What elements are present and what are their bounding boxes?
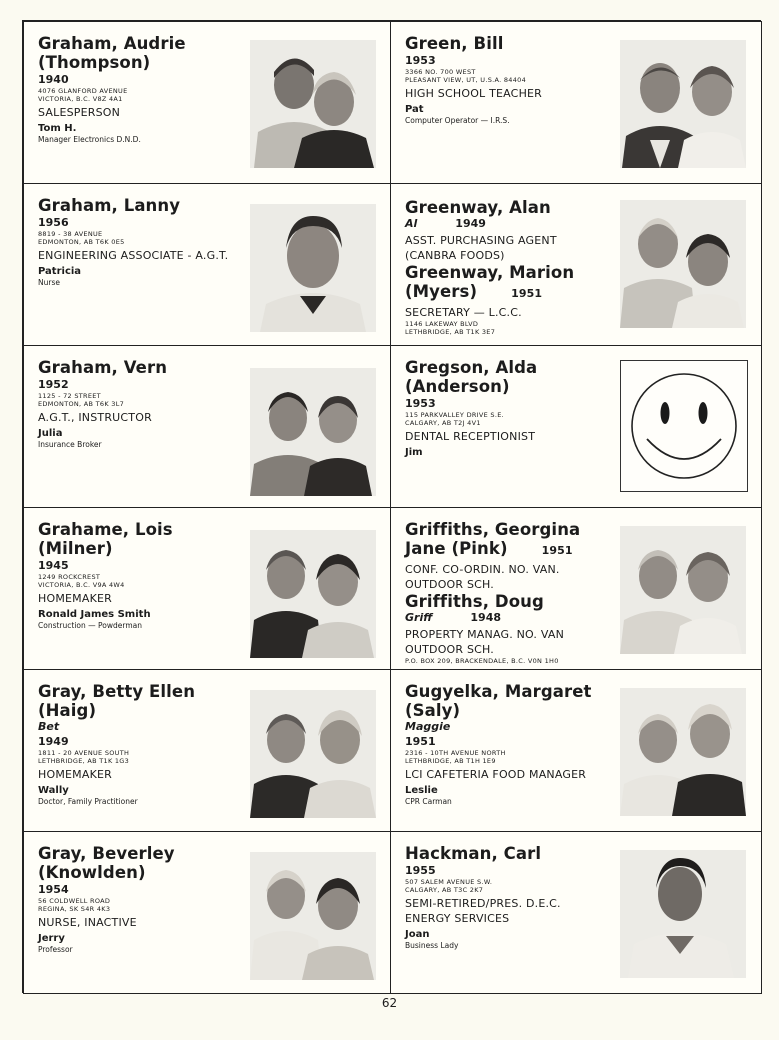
entry-address-line: VICTORIA, B.C. V8Z 4A1	[38, 95, 123, 103]
directory-grid	[22, 20, 761, 993]
entry-name: Hackman, Carl	[405, 844, 542, 863]
entry-spouse: Wally	[38, 785, 69, 796]
entry-spouse: Ronald James Smith	[38, 609, 151, 620]
entry-address-line: LETHBRIDGE, AB T1K 1G3	[38, 757, 130, 765]
entry-spouse: Jim	[405, 447, 423, 458]
entry-address-line: 1146 LAKEWAY BLVD	[405, 320, 479, 328]
entry-address-line: CALGARY, AB T3C 2K7	[405, 886, 484, 894]
entry-year: 1954	[38, 883, 69, 896]
entry-cell	[390, 183, 762, 346]
entry-year: 1949	[455, 217, 486, 230]
entry-spouse-occupation: Insurance Broker	[38, 440, 102, 449]
entry-cell	[390, 21, 762, 184]
entry-occupation: A.G.T., INSTRUCTOR	[38, 411, 152, 424]
entry-year: 1940	[38, 73, 69, 86]
entry-cell	[23, 21, 391, 184]
smiley-face	[620, 360, 748, 492]
entry-nickname	[405, 217, 623, 231]
entry-occupation: CONF. CO-ORDIN. NO. VAN.	[405, 563, 560, 576]
couple-photo	[620, 526, 746, 654]
entry-address-line: 8819 - 38 AVENUE	[38, 230, 103, 238]
entry-occupation: ENGINEERING ASSOCIATE - A.G.T.	[38, 249, 229, 262]
entry-spouse-occupation: Construction — Powderman	[38, 621, 142, 630]
entry-name-line2	[405, 539, 623, 560]
entry-cell	[390, 345, 762, 508]
entry-address-line: PLEASANT VIEW, UT, U.S.A. 84404	[405, 76, 527, 84]
entry-spouse-occupation: Nurse	[38, 278, 60, 287]
entry-cell	[23, 507, 391, 670]
entry-spouse: Pat	[405, 104, 424, 115]
entry-occupation: SALESPERSON	[38, 106, 121, 119]
entry-occupation-line2: OUTDOOR SCH.	[405, 643, 494, 656]
couple-photo	[250, 690, 376, 818]
entry-occupation-line2: OUTDOOR SCH.	[405, 578, 494, 591]
entry-address-line: 2316 - 10TH AVENUE NORTH	[405, 749, 506, 757]
entry-name: Green, Bill	[405, 34, 504, 53]
name-line2-text: Jane (Pink)	[405, 539, 508, 558]
entry-name: Gray, Beverley	[38, 844, 175, 863]
entry-name: Greenway, Alan	[405, 198, 551, 217]
entry-address-line: 1811 - 20 AVENUE SOUTH	[38, 749, 130, 757]
entry-maiden-name	[405, 282, 623, 303]
entry-maiden-name: (Milner)	[38, 539, 113, 558]
entry-address-line: 507 SALEM AVENUE S.W.	[405, 878, 493, 886]
entry-year: 1949	[38, 735, 69, 748]
entry-name: Graham, Audrie	[38, 34, 186, 53]
entry-year: 1951	[511, 287, 543, 300]
entry-name-spouse: Griffiths, Doug	[405, 592, 544, 611]
entry-cell	[23, 183, 391, 346]
entry-spouse-occupation: Manager Electronics D.N.D.	[38, 135, 141, 144]
entry-occupation: HOMEMAKER	[38, 768, 112, 781]
entry-nickname	[405, 611, 623, 625]
entry-cell	[23, 345, 391, 508]
entry-occupation: ASST. PURCHASING AGENT	[405, 234, 557, 247]
couple-photo	[620, 688, 746, 816]
entry-spouse: Tom H.	[38, 123, 77, 134]
entry-spouse-occupation: Computer Operator — I.R.S.	[405, 116, 510, 125]
entry-nickname: Maggie	[405, 720, 451, 733]
entry-occupation: SECRETARY — L.C.C.	[405, 306, 522, 319]
entry-spouse-occupation: Professor	[38, 945, 73, 954]
couple-photo	[250, 368, 376, 496]
couple-photo	[250, 530, 376, 658]
entry-name-spouse: Greenway, Marion	[405, 263, 575, 282]
entry-address-line: 1125 - 72 STREET	[38, 392, 101, 400]
entry-address-line: EDMONTON, AB T6K 3L7	[38, 400, 125, 408]
entry-year: 1955	[405, 864, 436, 877]
entry-spouse-occupation: Doctor, Family Practitioner	[38, 797, 138, 806]
entry-address-line: 1249 ROCKCREST	[38, 573, 101, 581]
entry-occupation: SEMI-RETIRED/PRES. D.E.C.	[405, 897, 561, 910]
couple-photo	[250, 40, 376, 168]
entry-cell	[390, 831, 762, 994]
entry-cell	[23, 831, 391, 994]
entry-name: Graham, Vern	[38, 358, 168, 377]
portrait-photo	[250, 204, 376, 332]
entry-cell	[23, 669, 391, 832]
entry-spouse: Patricia	[38, 266, 82, 277]
entry-occupation-line2: (CANBRA FOODS)	[405, 249, 505, 262]
entry-occupation: NURSE, INACTIVE	[38, 916, 137, 929]
entry-address-line: 115 PARKVALLEY DRIVE S.E.	[405, 411, 504, 419]
entry-cell	[390, 669, 762, 832]
entry-address-line: CALGARY, AB T2J 4V1	[405, 419, 481, 427]
entry-year: 1948	[470, 611, 502, 624]
entry-spouse: Jerry	[38, 933, 65, 944]
entry-name: Griffiths, Georgina	[405, 520, 581, 539]
entry-maiden-name: (Haig)	[38, 701, 97, 720]
entry-occupation: HOMEMAKER	[38, 592, 112, 605]
entry-name: Gugyelka, Margaret	[405, 682, 592, 701]
maiden-name-text: (Myers)	[405, 282, 478, 301]
entry-year: 1953	[405, 397, 436, 410]
entry-address-line: LETHBRIDGE, AB T1K 3E7	[405, 328, 496, 336]
entry-maiden-name: (Thompson)	[38, 53, 151, 72]
entry-nickname: Bet	[38, 720, 60, 733]
entry-spouse-occupation: Business Lady	[405, 941, 459, 950]
entry-name: Grahame, Lois	[38, 520, 173, 539]
entry-maiden-name: (Knowlden)	[38, 863, 146, 882]
entry-spouse: Joan	[405, 929, 430, 940]
entry-year: 1953	[405, 54, 436, 67]
entry-maiden-name: (Anderson)	[405, 377, 510, 396]
entry-name: Graham, Lanny	[38, 196, 181, 215]
entry-year: 1945	[38, 559, 69, 572]
entry-maiden-name: (Saly)	[405, 701, 461, 720]
entry-address-line: REGINA, SK S4R 4K3	[38, 905, 111, 913]
entry-name: Gregson, Alda	[405, 358, 538, 377]
entry-occupation: DENTAL RECEPTIONIST	[405, 430, 536, 443]
entry-spouse-occupation: CPR Carman	[405, 797, 452, 806]
entry-occupation: PROPERTY MANAG. NO. VAN	[405, 628, 564, 641]
entry-name: Gray, Betty Ellen	[38, 682, 196, 701]
entry-address-line: EDMONTON, AB T6K 0E5	[38, 238, 125, 246]
entry-spouse: Julia	[38, 428, 63, 439]
entry-address-line: 4076 GLANFORD AVENUE	[38, 87, 128, 95]
entry-year: 1952	[38, 378, 69, 391]
entry-address-line: VICTORIA, B.C. V9A 4W4	[38, 581, 125, 589]
page-number: 62	[381, 996, 398, 1010]
couple-photo	[250, 852, 376, 980]
entry-address-line: LETHBRIDGE, AB T1H 1E9	[405, 757, 496, 765]
entry-address-line: 3366 NO. 700 WEST	[405, 68, 476, 76]
nickname-text: Griff	[405, 611, 433, 624]
entry-spouse: Leslie	[405, 785, 438, 796]
entry-year: 1956	[38, 216, 69, 229]
entry-year: 1951	[541, 544, 573, 557]
entry-occupation: LCI CAFETERIA FOOD MANAGER	[405, 768, 587, 781]
couple-photo	[620, 200, 746, 328]
nickname-text: Al	[405, 217, 418, 230]
couple-photo	[620, 40, 746, 168]
entry-occupation: HIGH SCHOOL TEACHER	[405, 87, 543, 100]
portrait-photo	[620, 850, 746, 978]
entry-cell	[390, 507, 762, 670]
entry-address-line: P.O. BOX 209, BRACKENDALE, B.C. V0N 1H0	[405, 657, 559, 665]
entry-year: 1951	[405, 735, 436, 748]
entry-address-line: 56 COLDWELL ROAD	[38, 897, 111, 905]
entry-occupation-line2: ENERGY SERVICES	[405, 912, 510, 925]
